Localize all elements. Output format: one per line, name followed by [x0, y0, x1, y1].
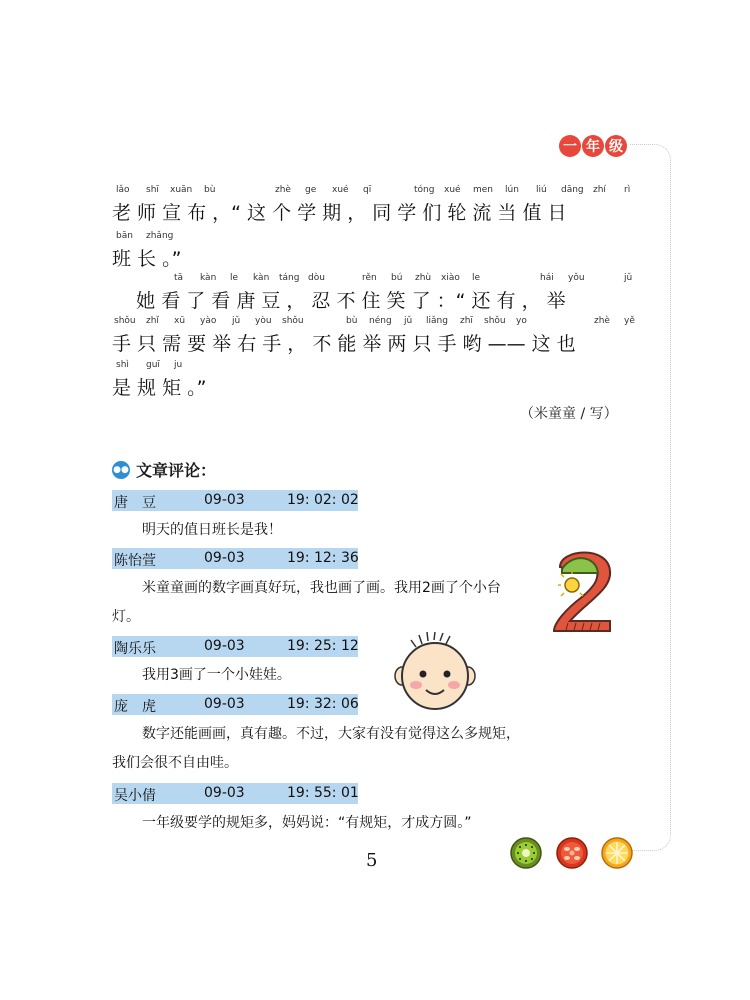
- pinyin-syllable: dòu: [308, 273, 325, 283]
- comment-date: 09-03: [204, 550, 245, 566]
- comment-text: 我用3画了一个小娃娃。: [142, 667, 291, 683]
- pinyin-syllable: ju: [174, 360, 183, 370]
- pinyin-syllable: ge: [305, 185, 317, 195]
- pinyin-syllable: hái: [540, 273, 554, 283]
- pinyin-syllable: dāng: [561, 185, 584, 195]
- pinyin-syllable: jǔ: [624, 273, 633, 283]
- pinyin-syllable: néng: [369, 316, 392, 326]
- comment-header: [112, 490, 358, 511]
- commenter-name: 陶乐乐: [114, 641, 156, 657]
- comment-date: 09-03: [204, 696, 245, 712]
- pinyin-syllable: rì: [624, 185, 631, 195]
- grade-badge-char: 年: [582, 135, 604, 157]
- pinyin-syllable: zhī: [460, 316, 473, 326]
- commenter-name: 吴小倩: [114, 788, 156, 804]
- pinyin-syllable: yǒu: [568, 273, 585, 283]
- comment-date: 09-03: [204, 785, 245, 801]
- pinyin-syllable: xué: [444, 185, 461, 195]
- story-line: [112, 185, 642, 233]
- comment-text: 米童童画的数字画真好玩，我也画了画。我用2画了个小台灯。: [112, 580, 501, 625]
- hanzi-text: 是 规 矩 。”: [112, 377, 207, 399]
- orange-slice-icon: [601, 837, 633, 869]
- pinyin-syllable: qī: [363, 185, 372, 195]
- smiling-doll-face-drawing: [392, 632, 478, 712]
- pinyin-syllable: yào: [200, 316, 217, 326]
- pinyin-syllable: shǒu: [484, 316, 506, 326]
- comment-time: 19: 12: 36: [287, 550, 359, 566]
- hanzi-text: 她 看 了 看 唐 豆 ， 忍 不 住 笑 了 ：“ 还 有 ， 举: [112, 290, 566, 312]
- comment-date: 09-03: [204, 638, 245, 654]
- pinyin-syllable: yě: [624, 316, 635, 326]
- comment-time: 19: 02: 02: [287, 492, 359, 508]
- comment-header: [112, 694, 358, 715]
- grade-badge: [558, 133, 628, 159]
- pinyin-syllable: bú: [391, 273, 403, 283]
- pinyin-syllable: guī: [146, 360, 160, 370]
- pinyin-syllable: le: [230, 273, 239, 283]
- pinyin-syllable: zhí: [593, 185, 606, 195]
- pinyin-syllable: bān: [116, 231, 133, 241]
- pinyin-syllable: zhè: [594, 316, 610, 326]
- pinyin-syllable: shǒu: [114, 316, 136, 326]
- comment-text: 数字还能画画，真有趣。不过，大家有没有觉得这么多规矩，我们会很不自由哇。: [112, 726, 520, 771]
- comment-header: [112, 783, 358, 804]
- pinyin-syllable: lǎo: [116, 185, 130, 195]
- pinyin-syllable: jǔ: [404, 316, 413, 326]
- pinyin-syllable: xuān: [170, 185, 193, 195]
- comment-date: 09-03: [204, 492, 245, 508]
- comment-time: 19: 32: 06: [287, 696, 359, 712]
- pinyin-syllable: rěn: [362, 273, 377, 283]
- page-number: 5: [366, 850, 378, 871]
- comment-time: 19: 55: 01: [287, 785, 359, 801]
- comment-text: 明天的值日班长是我！: [142, 522, 282, 538]
- pinyin-syllable: le: [472, 273, 481, 283]
- hanzi-text: 手 只 需 要 举 右 手 ， 不 能 举 两 只 手 哟 —— 这 也: [112, 333, 576, 355]
- grade-badge-char: 级: [605, 135, 627, 157]
- pinyin-syllable: zhǎng: [146, 231, 174, 241]
- story-line: [112, 231, 642, 279]
- pinyin-syllable: yo: [516, 316, 527, 326]
- kiwi-slice-icon: [510, 837, 542, 869]
- commenter-name: 庞 虎: [114, 699, 156, 715]
- pinyin-syllable: xū: [174, 316, 186, 326]
- number-two-lamp-drawing: [548, 545, 618, 633]
- author-credit: （米童童 / 写）: [520, 406, 618, 422]
- pinyin-syllable: táng: [279, 273, 300, 283]
- pinyin-syllable: shì: [116, 360, 129, 370]
- comment-text: 一年级要学的规矩多，妈妈说：“有规矩，才成方圆。”: [142, 815, 472, 831]
- pinyin-syllable: tóng: [414, 185, 435, 195]
- story-line: [112, 316, 642, 364]
- pinyin-syllable: liú: [536, 185, 547, 195]
- pinyin-syllable: kàn: [200, 273, 217, 283]
- pinyin-syllable: bù: [346, 316, 358, 326]
- grade-badge-char: 一: [559, 135, 581, 157]
- commenter-name: 陈怡萱: [114, 553, 156, 569]
- hanzi-text: 老 师 宣 布 ，“ 这 个 学 期 ， 同 学 们 轮 流 当 值 日: [112, 202, 567, 224]
- pinyin-syllable: tā: [174, 273, 184, 283]
- comment-header: [112, 636, 358, 657]
- chat-bubble-icon: ●●: [112, 461, 130, 479]
- pinyin-syllable: jǔ: [232, 316, 241, 326]
- pinyin-syllable: liǎng: [426, 316, 448, 326]
- comments-title-label: 文章评论：: [136, 461, 217, 480]
- pinyin-syllable: xué: [332, 185, 349, 195]
- pinyin-syllable: zhè: [275, 185, 291, 195]
- pinyin-syllable: men: [473, 185, 494, 195]
- pinyin-syllable: bù: [204, 185, 216, 195]
- pinyin-syllable: xiào: [441, 273, 460, 283]
- comments-title: [112, 458, 216, 481]
- tomato-slice-icon: [556, 837, 588, 869]
- story-line: [112, 273, 642, 321]
- comment-header: [112, 548, 358, 569]
- commenter-name: 唐 豆: [114, 495, 156, 511]
- comment-time: 19: 25: 12: [287, 638, 359, 654]
- pinyin-syllable: yòu: [255, 316, 272, 326]
- story-line: [112, 360, 642, 408]
- pinyin-syllable: lún: [505, 185, 519, 195]
- pinyin-syllable: zhù: [415, 273, 432, 283]
- pinyin-syllable: shī: [146, 185, 159, 195]
- pinyin-syllable: zhǐ: [146, 316, 159, 326]
- pinyin-syllable: kàn: [253, 273, 270, 283]
- pinyin-syllable: shǒu: [282, 316, 304, 326]
- hanzi-text: 班 长 。”: [112, 248, 182, 270]
